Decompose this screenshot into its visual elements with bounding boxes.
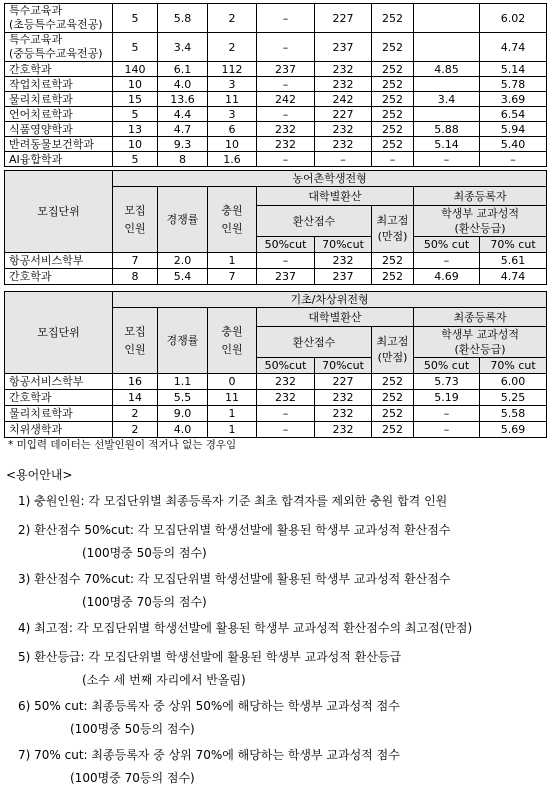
header-c70: 70% cut xyxy=(480,237,547,253)
max-cell: 252 xyxy=(372,62,414,77)
header-max: 최고점 (만점) xyxy=(372,327,414,374)
cut50-cell: 5.14 xyxy=(414,137,480,152)
score50-cell: – xyxy=(257,4,315,33)
cut70-cell: 4.74 xyxy=(480,269,547,285)
header-extra: 충원 인원 xyxy=(208,187,257,253)
table-row xyxy=(5,77,547,92)
header-unit: 모집단위 xyxy=(5,292,113,374)
recruit-cell: 15 xyxy=(113,92,158,107)
extra-cell: 6 xyxy=(208,122,257,137)
score70-cell: 232 xyxy=(315,122,372,137)
max-cell: 252 xyxy=(372,4,414,33)
cut50-cell: – xyxy=(414,422,480,438)
unit-name-cell: 특수교육과 (중등특수교육전공) xyxy=(5,33,113,62)
header-recruit: 모집 인원 xyxy=(113,308,158,374)
header-univ-conv: 대학별환산 xyxy=(257,187,414,206)
max-cell: 252 xyxy=(372,406,414,422)
header-recruit: 모집 인원 xyxy=(113,187,158,253)
cut70-cell: 3.69 xyxy=(480,92,547,107)
score50-cell: – xyxy=(257,77,315,92)
ratio-cell: 13.6 xyxy=(158,92,208,107)
header-max: 최고점 (만점) xyxy=(372,206,414,253)
header-p70: 70%cut xyxy=(315,358,372,374)
extra-cell: 1 xyxy=(208,406,257,422)
recruit-cell: 8 xyxy=(113,269,158,285)
cut50-cell xyxy=(414,4,480,33)
term-item: 7) 70% cut: 최종등록자 중 상위 70%에 해당하는 학생부 교과성적 점수 xyxy=(18,748,400,762)
extra-cell: 10 xyxy=(208,137,257,152)
recruit-cell: 13 xyxy=(113,122,158,137)
score70-cell: 232 xyxy=(315,77,372,92)
term-item: 4) 최고점: 각 모집단위별 학생선발에 활용된 학생부 교과성적 환산점수의 최고점(만점) xyxy=(18,621,473,635)
table-row xyxy=(5,269,547,285)
header-p50: 50%cut xyxy=(257,358,315,374)
cut50-cell: 5.73 xyxy=(414,374,480,390)
header-conv-score: 환산점수 xyxy=(257,327,372,358)
score70-cell: 237 xyxy=(315,269,372,285)
cut50-cell: 3.4 xyxy=(414,92,480,107)
max-cell: 252 xyxy=(372,92,414,107)
recruit-cell: 14 xyxy=(113,390,158,406)
cut50-cell: – xyxy=(414,253,480,269)
extra-cell: 11 xyxy=(208,92,257,107)
unit-name-cell: 물리치료학과 xyxy=(5,92,113,107)
cut70-cell: 5.58 xyxy=(480,406,547,422)
max-cell: 252 xyxy=(372,107,414,122)
extra-cell: 1.6 xyxy=(208,152,257,167)
score50-cell: – xyxy=(257,406,315,422)
score70-cell: 232 xyxy=(315,137,372,152)
unit-name-cell: 항공서비스학부 xyxy=(5,253,113,269)
score70-cell: 232 xyxy=(315,253,372,269)
header-p70: 70%cut xyxy=(315,237,372,253)
table-row xyxy=(5,406,547,422)
unit-name-cell: 작업치료학과 xyxy=(5,77,113,92)
low-income-table xyxy=(4,291,547,438)
recruit-cell: 5 xyxy=(113,152,158,167)
cut70-cell: 6.00 xyxy=(480,374,547,390)
score50-cell: 242 xyxy=(257,92,315,107)
extra-cell: 112 xyxy=(208,62,257,77)
unit-name-cell: AI융합학과 xyxy=(5,152,113,167)
header-final: 최종등록자 xyxy=(414,308,547,327)
term-item-detail: (100명중 50등의 점수) xyxy=(82,546,207,560)
header-c70: 70% cut xyxy=(480,358,547,374)
table-row xyxy=(5,92,547,107)
max-cell: 252 xyxy=(372,269,414,285)
table-row xyxy=(5,122,547,137)
term-item: 6) 50% cut: 최종등록자 중 상위 50%에 해당하는 학생부 교과성적 점수 xyxy=(18,699,400,713)
table-row xyxy=(5,107,547,122)
cut70-cell: 5.94 xyxy=(480,122,547,137)
recruit-cell: 7 xyxy=(113,253,158,269)
ratio-cell: 9.0 xyxy=(158,406,208,422)
recruit-cell: 10 xyxy=(113,137,158,152)
cut70-cell: – xyxy=(480,152,547,167)
guide-title: <용어안내> xyxy=(6,468,73,482)
recruit-cell: 5 xyxy=(113,107,158,122)
header-c50: 50% cut xyxy=(414,358,480,374)
ratio-cell: 1.1 xyxy=(158,374,208,390)
table-row xyxy=(5,137,547,152)
extra-cell: 2 xyxy=(208,4,257,33)
extra-cell: 3 xyxy=(208,77,257,92)
term-item: 1) 충원인원: 각 모집단위별 최종등록자 기준 최초 합격자를 제외한 충원 합격 인원 xyxy=(18,494,448,508)
unit-name-cell: 특수교육과 (초등특수교육전공) xyxy=(5,4,113,33)
term-item-detail: (100명중 50등의 점수) xyxy=(70,722,195,736)
cut50-cell: 5.19 xyxy=(414,390,480,406)
table-row xyxy=(5,374,547,390)
term-item: 2) 환산점수 50%cut: 각 모집단위별 학생선발에 활용된 학생부 교과성적 환산점수 xyxy=(18,523,451,537)
unit-name-cell: 간호학과 xyxy=(5,62,113,77)
cut70-cell: 6.54 xyxy=(480,107,547,122)
header-univ-conv: 대학별환산 xyxy=(257,308,414,327)
max-cell: – xyxy=(372,152,414,167)
score50-cell: 232 xyxy=(257,390,315,406)
cut50-cell xyxy=(414,107,480,122)
term-item-detail: (소수 세 번째 자리에서 반올림) xyxy=(82,673,246,687)
cut70-cell: 5.78 xyxy=(480,77,547,92)
score70-cell: 242 xyxy=(315,92,372,107)
score50-cell: 232 xyxy=(257,374,315,390)
score50-cell: – xyxy=(257,152,315,167)
unit-name-cell: 간호학과 xyxy=(5,390,113,406)
max-cell: 252 xyxy=(372,137,414,152)
unit-name-cell: 간호학과 xyxy=(5,269,113,285)
rural-students-table xyxy=(4,170,547,285)
cut70-cell: 6.02 xyxy=(480,4,547,33)
max-cell: 252 xyxy=(372,122,414,137)
table-title: 농어촌학생전형 xyxy=(113,171,547,187)
ratio-cell: 4.0 xyxy=(158,422,208,438)
cut70-cell: 5.61 xyxy=(480,253,547,269)
max-cell: 252 xyxy=(372,253,414,269)
score70-cell: 227 xyxy=(315,4,372,33)
cut50-cell: 4.85 xyxy=(414,62,480,77)
score50-cell: 237 xyxy=(257,62,315,77)
table-row xyxy=(5,33,547,62)
unit-name-cell: 반려동물보건학과 xyxy=(5,137,113,152)
extra-cell: 0 xyxy=(208,374,257,390)
score70-cell: 227 xyxy=(315,107,372,122)
unit-name-cell: 물리치료학과 xyxy=(5,406,113,422)
admission-table-continued xyxy=(4,3,547,167)
term-item-detail: (100명중 70등의 점수) xyxy=(82,595,207,609)
extra-cell: 11 xyxy=(208,390,257,406)
extra-cell: 3 xyxy=(208,107,257,122)
header-unit: 모집단위 xyxy=(5,171,113,253)
cut70-cell: 5.14 xyxy=(480,62,547,77)
score70-cell: 232 xyxy=(315,390,372,406)
extra-cell: 2 xyxy=(208,33,257,62)
cut50-cell: – xyxy=(414,152,480,167)
recruit-cell: 10 xyxy=(113,77,158,92)
cut50-cell: 4.69 xyxy=(414,269,480,285)
cut70-cell: 5.25 xyxy=(480,390,547,406)
header-extra: 충원 인원 xyxy=(208,308,257,374)
cut50-cell: – xyxy=(414,406,480,422)
header-p50: 50%cut xyxy=(257,237,315,253)
table-row xyxy=(5,422,547,438)
recruit-cell: 2 xyxy=(113,406,158,422)
ratio-cell: 4.0 xyxy=(158,77,208,92)
header-c50: 50% cut xyxy=(414,237,480,253)
ratio-cell: 2.0 xyxy=(158,253,208,269)
footnote: * 미입력 데이터는 선발인원이 적거나 없는 경우임 xyxy=(8,439,237,451)
unit-name-cell: 치위생학과 xyxy=(5,422,113,438)
score50-cell: 232 xyxy=(257,122,315,137)
table-row xyxy=(5,62,547,77)
unit-name-cell: 언어치료학과 xyxy=(5,107,113,122)
score50-cell: 232 xyxy=(257,137,315,152)
table-row xyxy=(5,152,547,167)
header-student-grade: 학생부 교과성적 (환산등급) xyxy=(414,206,547,237)
table-title: 기초/차상위전형 xyxy=(113,292,547,308)
ratio-cell: 3.4 xyxy=(158,33,208,62)
score50-cell: – xyxy=(257,107,315,122)
recruit-cell: 5 xyxy=(113,33,158,62)
max-cell: 252 xyxy=(372,422,414,438)
unit-name-cell: 항공서비스학부 xyxy=(5,374,113,390)
recruit-cell: 16 xyxy=(113,374,158,390)
header-ratio: 경쟁률 xyxy=(158,187,208,253)
recruit-cell: 140 xyxy=(113,62,158,77)
max-cell: 252 xyxy=(372,374,414,390)
recruit-cell: 2 xyxy=(113,422,158,438)
score70-cell: 227 xyxy=(315,374,372,390)
score50-cell: 237 xyxy=(257,269,315,285)
header-ratio: 경쟁률 xyxy=(158,308,208,374)
max-cell: 252 xyxy=(372,390,414,406)
term-item: 5) 환산등급: 각 모집단위별 학생선발에 활용된 학생부 교과성적 환산등급 xyxy=(18,650,402,664)
score70-cell: 232 xyxy=(315,406,372,422)
ratio-cell: 4.7 xyxy=(158,122,208,137)
extra-cell: 7 xyxy=(208,269,257,285)
term-item: 3) 환산점수 70%cut: 각 모집단위별 학생선발에 활용된 학생부 교과성적 환산점수 xyxy=(18,572,451,586)
ratio-cell: 5.4 xyxy=(158,269,208,285)
cut70-cell: 5.69 xyxy=(480,422,547,438)
score70-cell: 232 xyxy=(315,422,372,438)
score70-cell: – xyxy=(315,152,372,167)
table-row xyxy=(5,390,547,406)
score50-cell: – xyxy=(257,422,315,438)
header-student-grade: 학생부 교과성적 (환산등급) xyxy=(414,327,547,358)
cut70-cell: 5.40 xyxy=(480,137,547,152)
cut50-cell: 5.88 xyxy=(414,122,480,137)
table-row xyxy=(5,4,547,33)
max-cell: 252 xyxy=(372,33,414,62)
cut50-cell xyxy=(414,77,480,92)
ratio-cell: 9.3 xyxy=(158,137,208,152)
ratio-cell: 5.8 xyxy=(158,4,208,33)
ratio-cell: 4.4 xyxy=(158,107,208,122)
recruit-cell: 5 xyxy=(113,4,158,33)
ratio-cell: 8 xyxy=(158,152,208,167)
header-conv-score: 환산점수 xyxy=(257,206,372,237)
header-final: 최종등록자 xyxy=(414,187,547,206)
max-cell: 252 xyxy=(372,77,414,92)
unit-name-cell: 식품영양학과 xyxy=(5,122,113,137)
ratio-cell: 5.5 xyxy=(158,390,208,406)
cut50-cell xyxy=(414,33,480,62)
ratio-cell: 6.1 xyxy=(158,62,208,77)
term-item-detail: (100명중 70등의 점수) xyxy=(70,771,195,785)
score70-cell: 237 xyxy=(315,33,372,62)
score50-cell: – xyxy=(257,253,315,269)
score50-cell: – xyxy=(257,33,315,62)
table-row xyxy=(5,253,547,269)
extra-cell: 1 xyxy=(208,253,257,269)
score70-cell: 232 xyxy=(315,62,372,77)
cut70-cell: 4.74 xyxy=(480,33,547,62)
extra-cell: 1 xyxy=(208,422,257,438)
